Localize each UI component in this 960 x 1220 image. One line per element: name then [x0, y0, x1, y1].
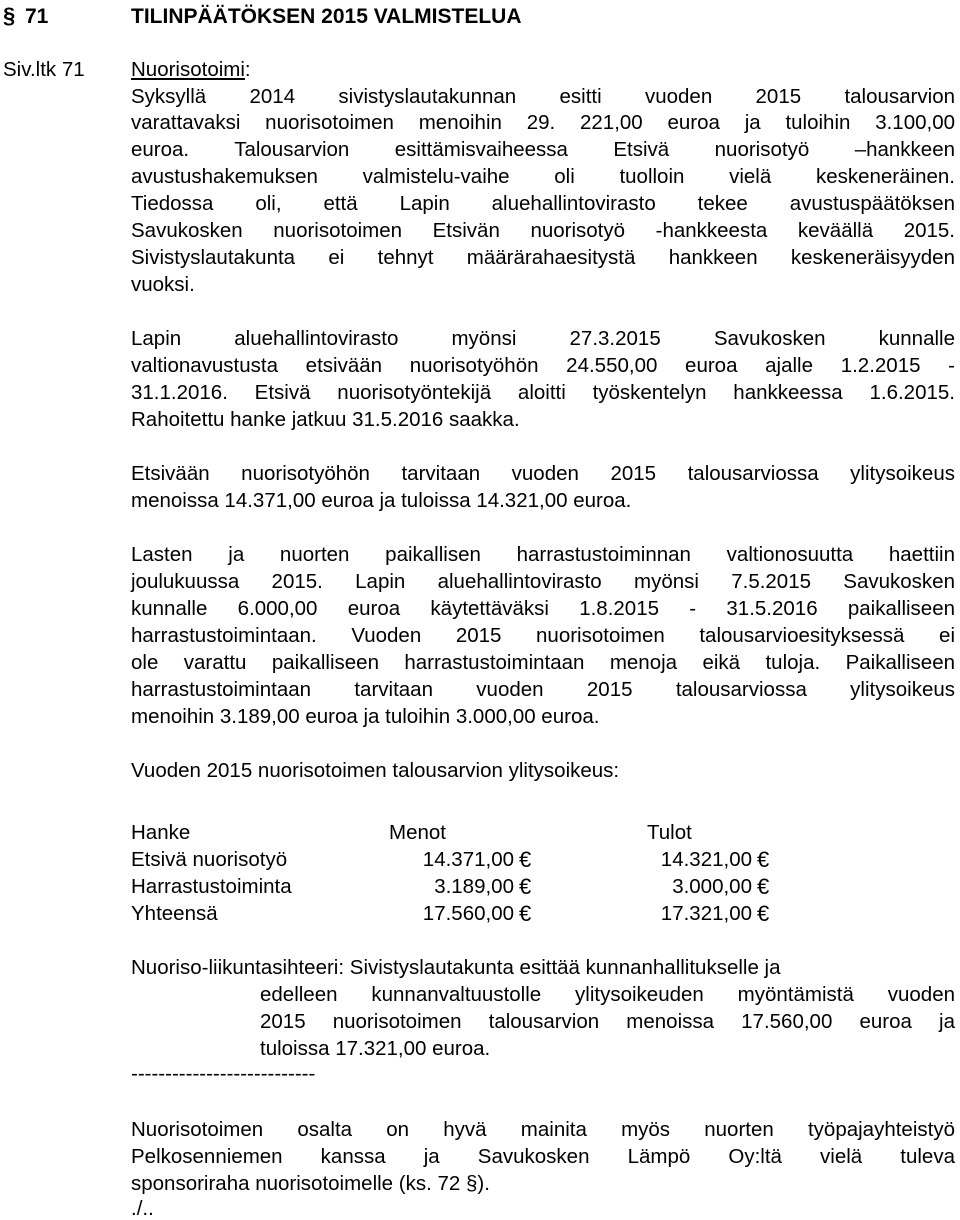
paragraph-line: Lasten ja nuorten paikallisen harrastustoiminnan valtionosuutta haettiin	[131, 543, 955, 566]
column-header-hanke: Hanke	[131, 821, 191, 844]
paragraph-line: Savukosken nuorisotoimen Etsivän nuorisotyö -hankkeesta keväällä 2015.	[131, 219, 955, 242]
paragraph-line: harrastustoimintaan tarvitaan vuoden 2015 talousarviossa ylitysoikeus	[131, 678, 955, 701]
menot-value: 14.371,00	[422, 848, 514, 871]
paragraph-line: kunnalle 6.000,00 euroa käytettäväksi 1.8.2015 - 31.5.2016 paikalliseen	[131, 597, 955, 620]
preparer-heading	[131, 60, 251, 81]
euro-symbol: €	[519, 874, 532, 899]
paragraph-line-last: Rahoitettu hanke jatkuu 31.5.2016 saakka.	[131, 408, 520, 431]
paragraph-line: Lapin aluehallintovirasto myönsi 27.3.2015 Savukosken kunnalle	[131, 327, 955, 350]
paragraph-line-last: vuoksi.	[131, 273, 195, 296]
preparer-label: Nuorisotoimi	[131, 58, 245, 81]
row-label: Harrastustoiminta	[131, 875, 292, 898]
note-line-last	[131, 1174, 490, 1195]
proposal-text: Sivistyslautakunta esittää kunnanhallitukselle ja	[349, 956, 781, 979]
paragraph-line: ole varattu paikalliseen harrastustoimintaan menoja eikä tuloja. Paikalliseen	[131, 651, 955, 674]
paragraph-line-last: menoihin 3.189,00 euroa ja tuloihin 3.000,00 euroa.	[131, 705, 600, 728]
paragraph-line-last: menoissa 14.371,00 euroa ja tuloissa 14.321,00 euroa.	[131, 489, 632, 512]
proposer-label: Nuoriso-liikuntasihteeri:	[131, 956, 345, 979]
tulot-value: 17.321,00	[660, 902, 752, 925]
paragraph-line: Sivistyslautakunta ei tehnyt määrärahaesitystä hankkeen keskeneräisyyden	[131, 246, 955, 269]
proposal-line: edelleen kunnanvaltuustolle ylitysoikeuden myöntämistä vuoden	[260, 983, 955, 1006]
note-line: Pelkosenniemen kanssa ja Savukosken Lämpö Oy:ltä vielä tuleva	[131, 1145, 955, 1168]
euro-symbol: €	[519, 901, 532, 926]
paragraph-line: harrastustoimintaan. Vuoden 2015 nuorisotoimen talousarvioesityksessä ei	[131, 624, 955, 647]
table-heading: Vuoden 2015 nuorisotoimen talousarvion ylitysoikeus:	[131, 759, 620, 782]
section-title: TILINPÄÄTÖKSEN 2015 VALMISTELUA	[131, 5, 522, 28]
paragraph-line: 31.1.2016. Etsivä nuorisotyöntekijä aloitti työskentelyn hankkeessa 1.6.2015.	[131, 381, 955, 404]
proposal-first-line	[131, 958, 781, 979]
proposal-line: 2015 nuorisotoimen talousarvion menoissa 17.560,00 euroa ja	[260, 1010, 955, 1033]
column-header-menot: Menot	[389, 821, 446, 844]
section-symbol: §	[3, 3, 16, 28]
continuation-mark: ./..	[131, 1197, 154, 1220]
column-header-tulot: Tulot	[647, 821, 692, 844]
euro-symbol: €	[757, 847, 770, 872]
euro-symbol: €	[519, 847, 532, 872]
tulot-value: 3.000,00	[672, 875, 752, 898]
note-text-end: ).	[477, 1172, 490, 1195]
menot-value: 17.560,00	[422, 902, 514, 925]
paragraph-line: Etsivään nuorisotyöhön tarvitaan vuoden 2015 talousarviossa ylitysoikeus	[131, 462, 955, 485]
paragraph-line: euroa. Talousarvion esittämisvaiheessa Etsivä nuorisotyö –hankkeen	[131, 138, 955, 161]
paragraph-line: valtionavustusta etsivään nuorisotyöhön 24.550,00 euroa ajalle 1.2.2015 -	[131, 354, 955, 377]
paragraph-line: joulukuussa 2015. Lapin aluehallintovirasto myönsi 7.5.2015 Savukosken	[131, 570, 955, 593]
note-line: Nuorisotoimen osalta on hyvä mainita myös nuorten työpajayhteistyö	[131, 1118, 955, 1141]
menot-value: 3.189,00	[434, 875, 514, 898]
euro-symbol: €	[757, 874, 770, 899]
section-number: 71	[25, 5, 49, 28]
note-text: sponsoriraha nuorisotoimelle (ks. 72	[131, 1172, 461, 1195]
preparer-colon: :	[244, 58, 251, 81]
paragraph-line: Tiedossa oli, että Lapin aluehallintovirasto tekee avustuspäätöksen	[131, 192, 955, 215]
row-label: Yhteensä	[131, 902, 218, 925]
proposal-line-last: tuloissa 17.321,00 euroa.	[260, 1037, 491, 1060]
side-label: Siv.ltk 71	[3, 58, 85, 81]
separator-line: ---------------------------	[131, 1062, 316, 1085]
euro-symbol: €	[757, 901, 770, 926]
paragraph-line: avustushakemuksen valmistelu-vaihe oli tuolloin vielä keskeneräinen.	[131, 165, 955, 188]
tulot-value: 14.321,00	[660, 848, 752, 871]
paragraph-line: Syksyllä 2014 sivistyslautakunnan esitti vuoden 2015 talousarvion	[131, 85, 955, 108]
section-symbol-ref: §	[466, 1172, 478, 1195]
paragraph-line: varattavaksi nuorisotoimen menoihin 29. 221,00 euroa ja tuloihin 3.100,00	[131, 111, 955, 134]
row-label: Etsivä nuorisotyö	[131, 848, 288, 871]
